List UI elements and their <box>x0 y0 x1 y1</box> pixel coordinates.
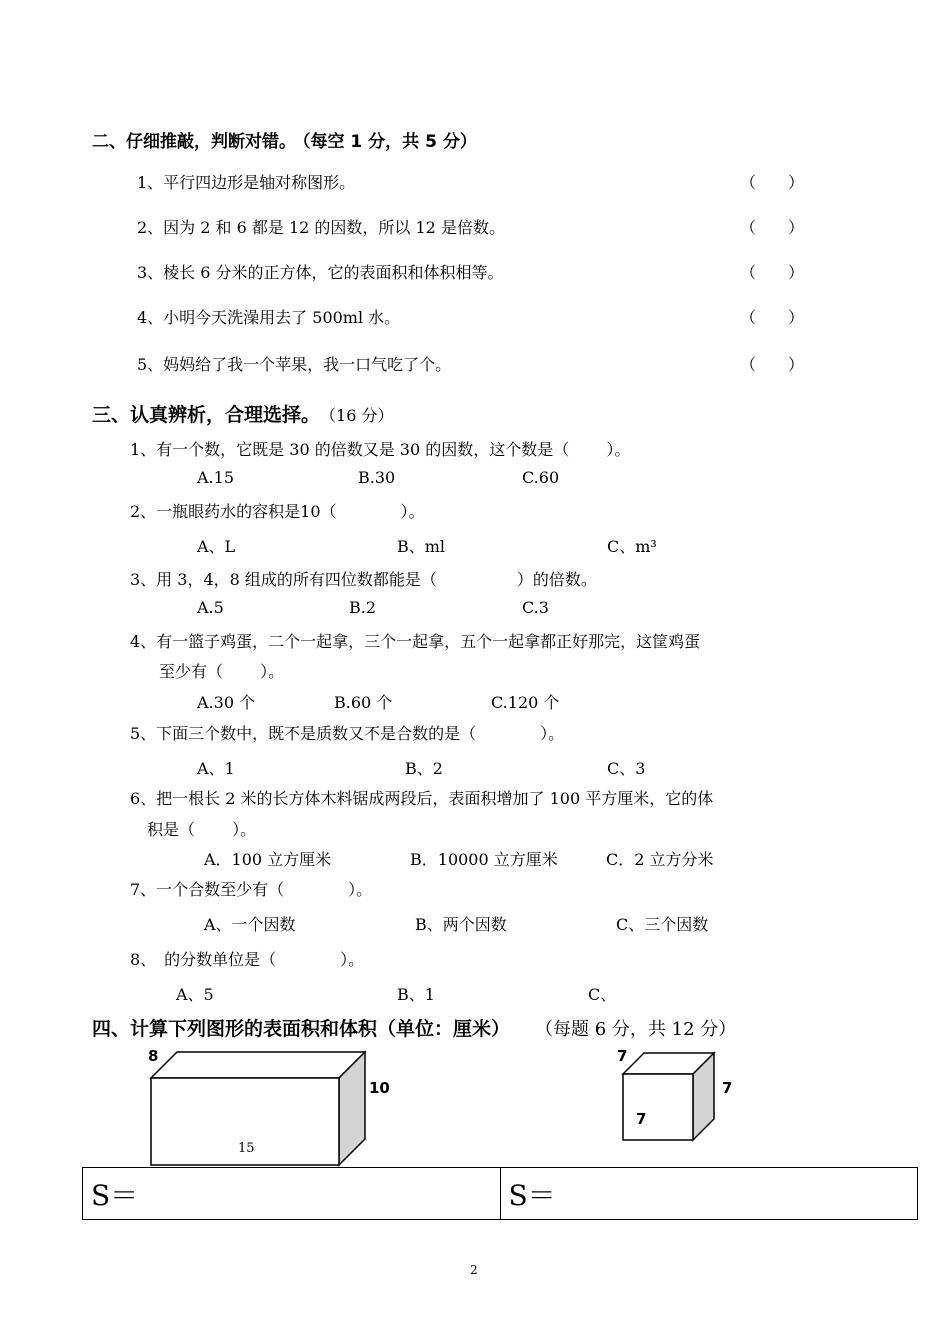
choice-q5-b[interactable]: B、2 <box>405 759 443 778</box>
choice-q8: 8、 的分数单位是（ ）。 <box>130 950 365 969</box>
choice-q5-c[interactable]: C、3 <box>607 759 646 778</box>
choice-q6-a[interactable]: A．100 立方厘米 <box>204 850 332 869</box>
choice-q1-a[interactable]: A.15 <box>197 468 234 487</box>
cube-front-face <box>623 1074 693 1140</box>
cube-side-label: 7 <box>722 1079 733 1097</box>
choice-q5-a[interactable]: A、1 <box>197 759 235 778</box>
choice-q6-line2: 积是（ ）。 <box>147 820 257 839</box>
choice-q1: 1、有一个数，它既是 30 的倍数又是 30 的因数，这个数是（ ）。 <box>130 440 631 459</box>
cuboid-length-label: 15 <box>238 1141 255 1156</box>
cuboid-height-label: 10 <box>369 1079 390 1097</box>
page-number: 2 <box>470 1263 478 1277</box>
judge-paren-3[interactable]: （ ） <box>740 263 805 282</box>
choice-q4-c[interactable]: C.120 个 <box>491 693 560 712</box>
choice-q4-line2: 至少有（ ）。 <box>159 662 285 681</box>
choice-q2-b[interactable]: B、ml <box>397 537 446 556</box>
answer-table <box>82 1167 918 1220</box>
choice-q4-b[interactable]: B.60 个 <box>334 693 393 712</box>
judge-item-2: 2、因为 2 和 6 都是 12 的因数，所以 12 是倍数。 <box>137 218 505 237</box>
choice-q7-a[interactable]: A、一个因数 <box>204 915 296 934</box>
choice-q8-b[interactable]: B、1 <box>397 985 435 1004</box>
choice-q1-b[interactable]: B.30 <box>358 468 396 487</box>
cuboid-top-face <box>151 1052 365 1078</box>
judge-item-4: 4、小明今天洗澡用去了 500ml 水。 <box>137 308 401 327</box>
choice-q8-a[interactable]: A、5 <box>176 985 214 1004</box>
judge-paren-1[interactable]: （ ） <box>740 173 805 192</box>
choice-q3-c[interactable]: C.3 <box>522 598 549 617</box>
choice-q1-c[interactable]: C.60 <box>522 468 560 487</box>
section-4-note: （每题 6 分，共 12 分） <box>544 1019 737 1040</box>
judge-item-1: 1、平行四边形是轴对称图形。 <box>137 173 356 192</box>
judge-paren-5[interactable]: （ ） <box>740 355 805 374</box>
judge-item-3: 3、棱长 6 分米的正方体，它的表面积和体积相等。 <box>137 263 504 282</box>
choice-q3-b[interactable]: B.2 <box>349 598 377 617</box>
answer-cell-left[interactable]: S＝ <box>83 1168 501 1220</box>
choice-q4-a[interactable]: A.30 个 <box>197 693 256 712</box>
choice-q7: 7、一个合数至少有（ ）。 <box>130 880 373 899</box>
choice-q6-c[interactable]: C．2 立方分米 <box>606 850 714 869</box>
choice-q5: 5、下面三个数中，既不是质数又不是合数的是（ ）。 <box>130 724 565 743</box>
cube-top-label: 7 <box>617 1047 628 1065</box>
answer-cell-right[interactable]: S＝ <box>500 1168 918 1220</box>
choice-q6-line1: 6、把一根长 2 米的长方体木料锯成两段后，表面积增加了 100 平方厘米，它的体 <box>130 789 714 808</box>
choice-q2: 2、一瓶眼药水的容积是10（ ）。 <box>130 502 425 521</box>
choice-q3: 3、用 3，4，8 组成的所有四位数都能是（ ）的倍数。 <box>130 570 597 589</box>
cuboid-depth-label: 8 <box>148 1047 159 1065</box>
choice-q3-a[interactable]: A.5 <box>197 598 224 617</box>
cuboid-figure <box>151 1052 365 1165</box>
choice-q2-a[interactable]: A、L <box>197 537 236 556</box>
judge-paren-4[interactable]: （ ） <box>740 308 805 327</box>
choice-q8-c[interactable]: C、 <box>588 985 617 1004</box>
section-2-title: 二、仔细推敲，判断对错。 <box>92 132 296 152</box>
choice-q2-c[interactable]: C、m³ <box>607 537 657 556</box>
judge-item-5: 5、妈妈给了我一个苹果，我一口气吃了个。 <box>137 355 452 374</box>
choice-q7-c[interactable]: C、三个因数 <box>616 915 709 934</box>
choice-q6-b[interactable]: B．10000 立方厘米 <box>410 850 558 869</box>
choice-q7-b[interactable]: B、两个因数 <box>415 915 507 934</box>
section-3-title: 三、认真辨析，合理选择。 <box>92 404 321 426</box>
judge-paren-2[interactable]: （ ） <box>740 218 805 237</box>
section-3-note: （16 分） <box>328 406 394 425</box>
cube-front-label: 7 <box>636 1110 647 1128</box>
choice-q4-line1: 4、有一篮子鸡蛋，二个一起拿，三个一起拿，五个一起拿都正好那完，这筐鸡蛋 <box>130 632 701 651</box>
section-4-title: 四、计算下列图形的表面积和体积（单位：厘米） <box>92 1018 511 1040</box>
section-2-note: （每空 1 分，共 5 分） <box>302 132 477 152</box>
